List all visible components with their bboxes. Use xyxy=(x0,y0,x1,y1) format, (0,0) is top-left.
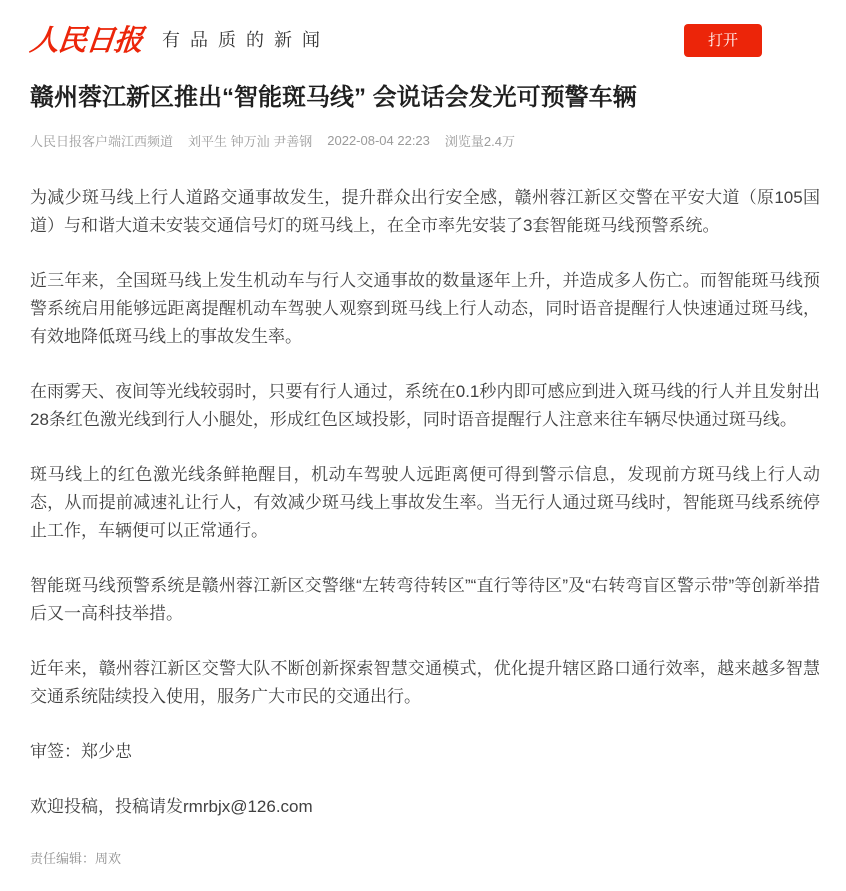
article-paragraph: 近三年来，全国斑马线上发生机动车与行人交通事故的数量逐年上升，并造成多人伤亡。而智能斑马线预警系统启用能够远距离提醒机动车驾驶人观察到斑马线上行人动态，同时语音提醒行人快速通过斑马线，有效地降低斑马线上的事故发生率。 xyxy=(30,271,820,347)
article-paragraph: 智能斑马线预警系统是赣州蓉江新区交警继“左转弯待转区”“直行等待区”及“右转弯盲区警示带”等创新举措后又一高科技举措。 xyxy=(30,576,820,624)
article-paragraph: 斑马线上的红色激光线条鲜艳醒目，机动车驾驶人远距离便可得到警示信息，发现前方斑马线上行人动态，从而提前减速礼让行人，有效减少斑马线上事故发生率。当无行人通过斑马线时，智能斑马线系统停止工作，车辆便可以正常通行。 xyxy=(30,465,820,541)
site-header xyxy=(30,20,820,60)
byline-datetime: 2022-08-04 22:23 xyxy=(327,133,430,149)
article-byline xyxy=(30,131,820,150)
site-tagline: 有品质的新闻 xyxy=(162,30,331,50)
byline-source: 人民日报客户端江西频道 xyxy=(30,134,174,150)
article-body xyxy=(30,184,820,821)
page-footer xyxy=(30,848,820,867)
article-title: 赣州蓉江新区推出“智能斑马线” 会说话会发光可预警车辆 xyxy=(30,84,637,111)
article-paragraph: 在雨雾天、夜间等光线较弱时，只要有行人通过，系统在0.1秒内即可感应到进入斑马线的行人并且发射出28条红色激光线到行人小腿处，形成红色区域投影，同时语音提醒行人注意来往车辆尽快通过斑马线。 xyxy=(30,382,820,430)
open-app-button[interactable]: 打开 xyxy=(684,24,762,57)
peoples-daily-logo[interactable]: 人民日报 xyxy=(28,22,144,57)
article-paragraph: 近年来，赣州蓉江新区交警大队不断创新探索智慧交通模式，优化提升辖区路口通行效率，越来越多智慧交通系统陆续投入使用，服务广大市民的交通出行。 xyxy=(30,659,820,707)
byline-view-count: 浏览量2.4万 xyxy=(444,134,515,150)
byline-authors: 刘平生 钟万汕 尹善钢 xyxy=(188,134,313,150)
article-sign-off: 审签：郑少忠 xyxy=(30,742,132,762)
responsible-editor: 责任编辑：周欢 xyxy=(30,851,122,867)
article-submission-note: 欢迎投稿，投稿请发rmrbjx@126.com xyxy=(30,797,313,817)
article-paragraph: 为减少斑马线上行人道路交通事故发生，提升群众出行安全感，赣州蓉江新区交警在平安大道（原105国道）与和谐大道未安装交通信号灯的斑马线上，在全市率先安装了3套智能斑马线预警系统。 xyxy=(30,188,820,236)
